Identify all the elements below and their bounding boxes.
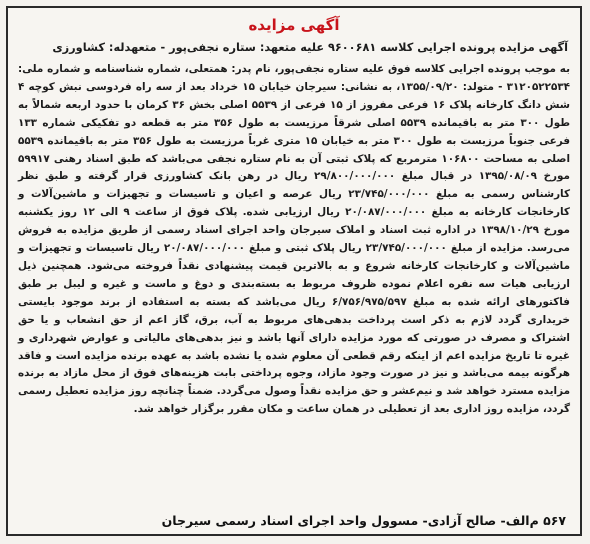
auction-notice: [6, 6, 582, 536]
notice-body: به موجب پرونده اجرایی کلاسه فوق علیه ستاره نجفی‌پور، نام پدر: همتعلی، شماره شناسنامه و شماره ملی: ۳۱۲۰۵۲۲۵۳۴ - متولد: ۱۳۵۵/۰۹/۲۰، به نشانی: سیرجان خیابان ۱۵ خرداد بعد از سه راه فردوسی نبش کوچه ۴ شش دانگ کارخانه پلاک ۱۶ فرعی مفروز از ۱۵ فرعی از ۵۵۳۹ اصلی بخش ۳۶ کرمان با حدود اربعه شمالاً به طول ۳۰۰ متر به باقیمانده ۵۵۳۹ اصلی شرقاً مرزیست به طول ۳۵۶ متر به قطعه دو تفکیکی شماره ۱۳۳ فرعی جنوباً مرزیست به طول ۳۰۰ متر به خیابان ۱۵ متری غرباً مرزیست به طول ۳۵۶ متر به باقیمانده ۵۵۳۹ اصلی به مساحت ۱۰۶۸۰۰ مترمربع که پلاک ثبتی آن به نام ستاره نجفی می‌باشد که طبق اسناد رهنی ۵۹۹۱۷ مورخ ۱۳۹۵/۰۸/۰۹ در قبال مبلغ ۲۹/۸۰۰/۰۰۰/۰۰۰ ریال در رهن بانک کشاورزی قرار گرفته و طبق نظر کارشناس رسمی به مبلغ ۲۳/۷۴۵/۰۰۰/۰۰۰ ریال عرصه و اعیان و تاسیسات و تجهیزات و ماشین‌آلات و کارخانجات کارخانه به مبلغ ۲۰/۰۸۷/۰۰۰/۰۰۰ ریال ارزیابی شده. پلاک فوق از ساعت ۹ الی ۱۲ روز یکشنبه مورخ ۱۳۹۸/۱۰/۲۹ در اداره ثبت اسناد و املاک سیرجان واحد اجرای اسناد رسمی از طریق مزایده به فروش می‌رسد. مزایده از مبلغ ۲۳/۷۴۵/۰۰۰/۰۰۰ ریال پلاک ثبتی و مبلغ ۲۰/۰۸۷/۰۰۰/۰۰۰ ریال تاسیسات و تجهیزات و ماشین‌آلات و کارخانجات کارخانه شروع و به بالاترین قیمت پیشنهادی نقداً فروخته می‌شود. همچنین ذیل ارزیابی هیات سه نفره اعلام نموده ظروف مربوط به بسته‌بندی و دوغ و ماست و غیره و لیبل بر طبق فاکتورهای ارائه شده به مبلغ ۶/۷۵۶/۹۷۵/۵۹۷ ریال می‌باشد که بسته به استفاده از برند موجود بایستی خریداری گردد لازم به ذکر است پرداخت بدهی‌های مربوط به آب، برق، گاز اعم از حق انشعاب و یا حق اشتراک و مصرف در صورتی که مورد مزایده دارای آنها باشد و نیز بدهی‌های مالیاتی و عوارض شهرداری و غیره تا تاریخ مزایده اعم از اینکه رقم قطعی آن معلوم شده یا نشده باشد به عهده برنده مزایده است و فاقد هرگونه بیمه می‌باشد و نیز در صورت وجود مازاد، وجوه پرداختی بابت هزینه‌های فوق از محل مازاد به برنده مزایده مسترد خواهد شد و نیم‌عشر و حق مزایده نقداً وصول می‌گردد. ضمناً چنانچه روز مزایده تعطیل رسمی گردد، مزایده روز اداری بعد از تعطیلی در همان ساعت و مکان مقرر برگزار خواهد شد.: [18, 63, 571, 416]
notice-signature: ۵۶۷ م‌الف- صالح آزادی- مسوول واحد اجرای اسناد رسمی سیرجان: [161, 513, 566, 528]
notice-title: آگهی مزایده: [248, 16, 340, 34]
notice-header: آگهی مزایده پرونده اجرایی کلاسه ۹۶۰۰۶۸۱ علیه متعهد: ستاره نجفی‌پور - متعهدله: کشاورزی: [52, 41, 568, 54]
